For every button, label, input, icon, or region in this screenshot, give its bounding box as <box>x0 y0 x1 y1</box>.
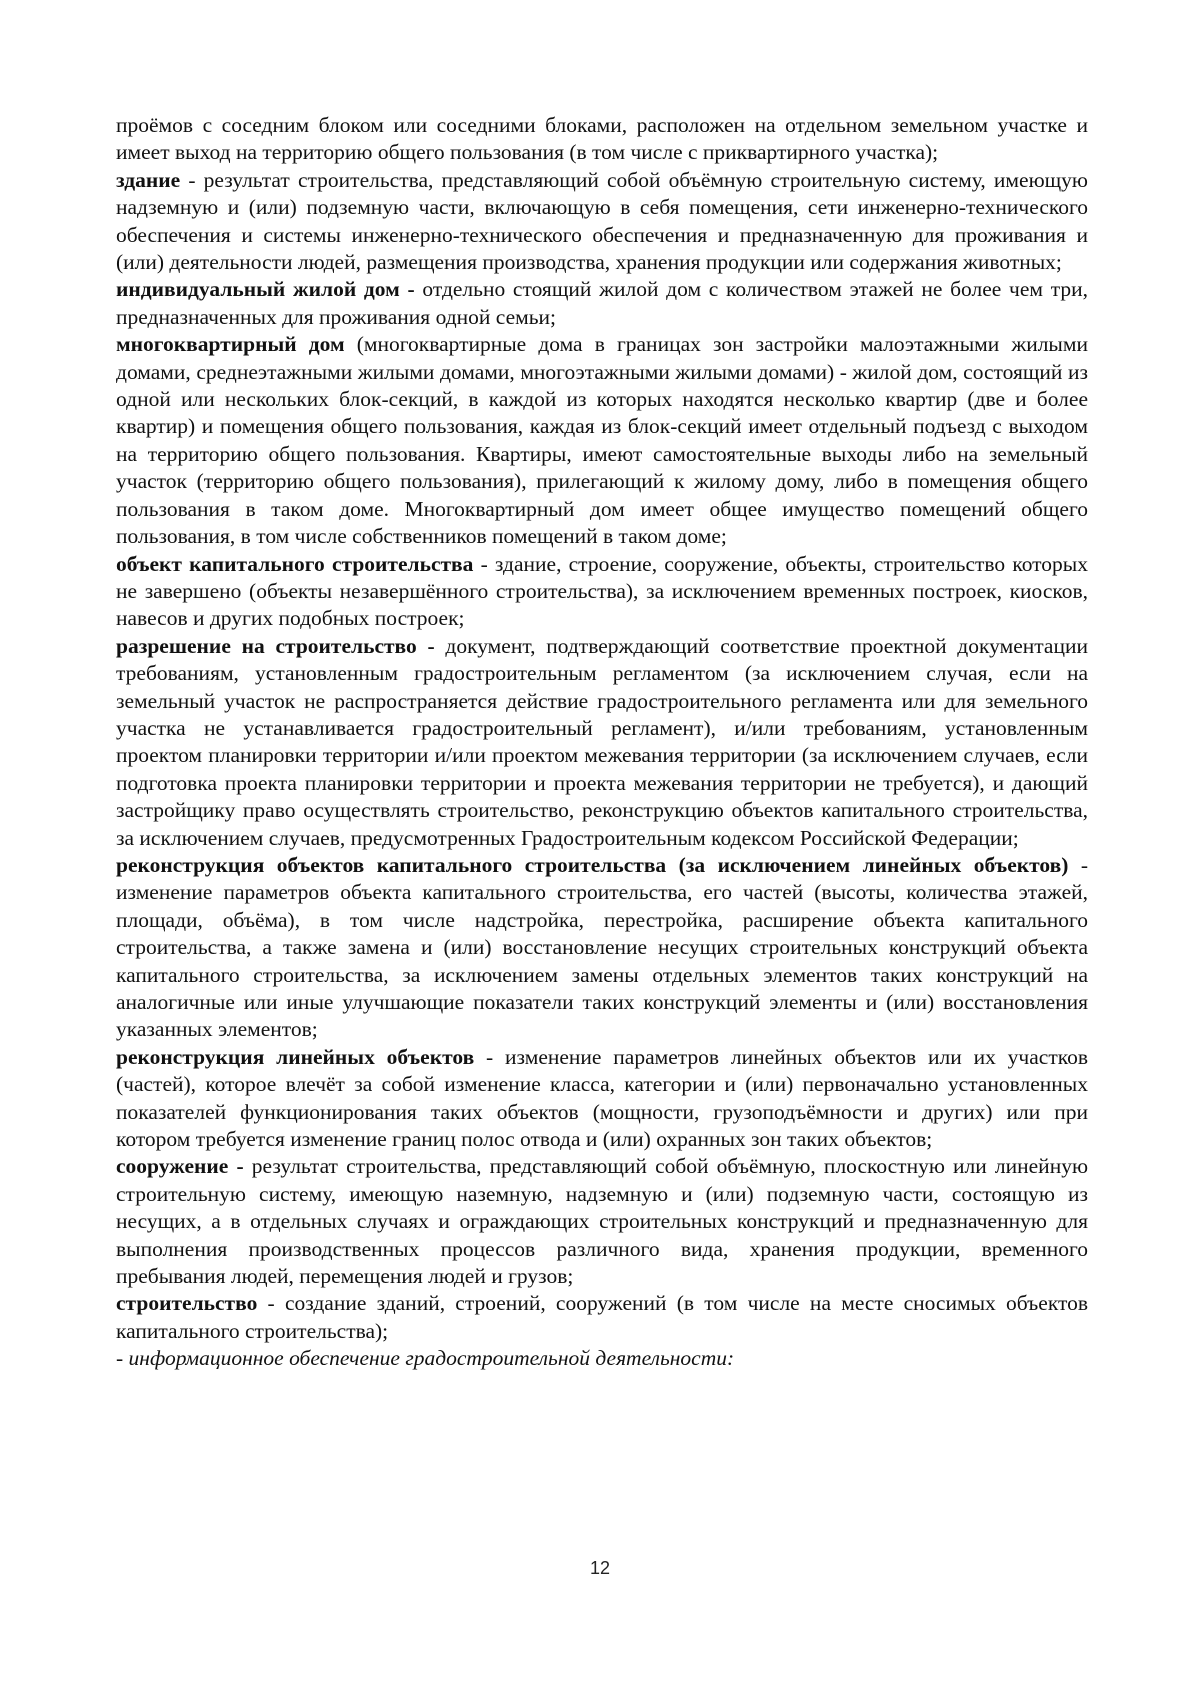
definition-text: проёмов с соседним блоком или соседними блоками, расположен на отдельном земельном участке и имеет выход на территорию общего пользования (в том числе с приквартирного участка); <box>116 113 1088 165</box>
term-heading: здание <box>116 167 181 192</box>
definition-structure <box>116 1153 1088 1290</box>
page-number: 12 <box>589 1558 611 1578</box>
term-heading: сооружение - <box>116 1154 244 1179</box>
definition-apartment-building <box>116 331 1088 550</box>
definition-text: результат строительства, представляющий собой объёмную, плоскостную или линейную строительную систему, имеющую наземную, надземную и (или) подземную части, состоящую из несущих, а в отдельных случаях и ограждающих строительных конструкций и предназначенную для выполнения производственных процессов различного вида, хранения продукции, временного пребывания людей, перемещения людей и грузов; <box>116 1154 1089 1289</box>
term-heading: реконструкция объектов капитального строительства (за исключением линейных объектов) <box>116 852 1069 877</box>
term-heading: разрешение на строительство - <box>116 633 435 658</box>
definition-text: - изменение параметров линейных объектов или их участков (частей), которое влечёт за собой изменение класса, категории и (или) первоначально установленных показателей функционирования таких объектов (мощности, грузоподъёмности и других) или при котором требуется изменение границ полос отвода и (или) охранных зон таких объектов; <box>116 1044 1088 1152</box>
term-heading: индивидуальный жилой дом - <box>116 277 415 302</box>
term-heading: строительство <box>116 1291 258 1316</box>
definition-text: отдельно стоящий жилой дом с количеством этажей не более чем три, предназначенных для проживания одной семьи; <box>116 277 1088 329</box>
definition-reconstruction-capital <box>116 852 1088 1044</box>
definition-text: - здание, строение, сооружение, объекты, строительство которых не завершено (объекты незавершённого строительства), за исключением временных построек, киосков, навесов и других подобных построек; <box>116 551 1088 631</box>
term-heading: реконструкция линейных объектов <box>116 1044 475 1069</box>
page-body-text <box>116 112 1088 1373</box>
definition-building-permit <box>116 633 1088 852</box>
definition-individual-house <box>116 276 1088 331</box>
definition-reconstruction-linear <box>116 1044 1088 1154</box>
term-heading: многоквартирный дом <box>116 332 345 357</box>
definition-construction <box>116 1290 1088 1345</box>
definition-text: - результат строительства, представляющий собой объёмную строительную систему, имеющую надземную и (или) подземную части, включающую в себя помещения, сети инженерно-технического обеспечения и системы инженерно-технического обеспечения и предназначенную для проживания и (или) деятельности людей, размещения производства, хранения продукции или содержания животных; <box>116 167 1088 275</box>
subheading-text: информационное обеспечение градостроительной деятельности: <box>128 1346 735 1371</box>
definition-text: документ, подтверждающий соответствие проектной документации требованиям, установленным градостроительным регламентом (за исключением случая, если на земельный участок не распространяется действие градостроительного регламента или для земельного участка не устанавливается градостроительный регламент), и/или требованиям, установленным проектом планировки территории и/или проектом межевания территории (за исключением случаев, если подготовка проекта планировки территории и проекта межевания территории не требуется), и дающий застройщику право осуществлять строительство, реконструкцию объектов капитального строительства, за исключением случаев, предусмотренных Градостроительным кодексом Российской Федерации; <box>116 633 1088 850</box>
subheading-dash: - <box>116 1346 129 1371</box>
definition-text: - изменение параметров объекта капитального строительства, его частей (высоты, количества этажей, площади, объёма), в том числе надстройка, перестройка, расширение объекта капитального строительства, а также замена и (или) восстановление несущих строительных конструкций объекта капитального строительства, за исключением замены отдельных элементов таких конструкций на аналогичные или иные улучшающие показатели таких конструкций элементы и (или) восстановления указанных элементов; <box>116 852 1088 1042</box>
definition-text: - создание зданий, строений, сооружений (в том числе на месте сносимых объектов капитального строительства); <box>116 1291 1088 1343</box>
paragraph-continuation <box>116 112 1088 167</box>
definition-text: (многоквартирные дома в границах зон застройки малоэтажными жилыми домами, среднеэтажными жилыми домами, многоэтажными жилыми домами) - жилой дом, состоящий из одной или нескольких блок-секций, в каждой из которых находятся несколько квартир (две и более квартир) и помещения общего пользования, каждая из блок-секций имеет отдельный подъезд с выходом на территорию общего пользования. Квартиры, имеют самостоятельные выходы либо на земельный участок (территорию общего пользования), прилегающий к жилому дому, либо в помещения общего пользования в таком доме. Многоквартирный дом имеет общее имущество помещений общего пользования, в том числе собственников помещений в таком доме; <box>116 332 1088 549</box>
term-heading: объект капитального строительства <box>116 551 474 576</box>
definition-capital-construction-object <box>116 551 1088 633</box>
section-subheading <box>116 1345 1088 1372</box>
definition-building <box>116 167 1088 277</box>
